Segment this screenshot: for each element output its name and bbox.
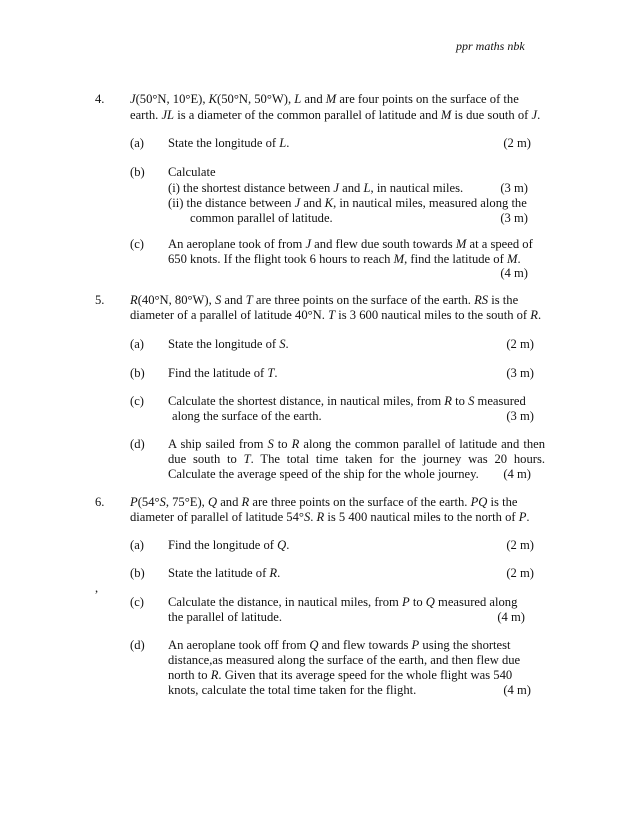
q6-part-c-label: (c) bbox=[130, 595, 144, 609]
q4-part-c-marks: (4 m) bbox=[500, 266, 528, 280]
q5-part-c-marks: (3 m) bbox=[506, 409, 534, 423]
q6-part-b-text: State the latitude of R. bbox=[168, 566, 281, 580]
q5-part-d-marks: (4 m) bbox=[503, 467, 531, 481]
q6-part-c-line-2: the parallel of latitude. bbox=[168, 610, 282, 624]
q6-part-d-line-3: north to R. Given that its average speed for the whole flight was 540 bbox=[168, 668, 513, 682]
q5-part-c-line-2: along the surface of the earth. bbox=[172, 409, 322, 423]
q4-part-b-ii-cont: common parallel of latitude. bbox=[190, 211, 333, 225]
question-6-number: 6. bbox=[95, 495, 105, 509]
q6-part-d-line-4: knots, calculate the total time taken for the flight. bbox=[168, 683, 417, 697]
q6-part-a-text: Find the longitude of Q. bbox=[168, 538, 290, 552]
q4-part-c-line-1: An aeroplane took of from J and flew due south towards M at a speed of bbox=[168, 237, 533, 251]
q5-part-a-text: State the longitude of S. bbox=[168, 337, 289, 351]
question-4-number: 4. bbox=[95, 92, 105, 106]
q6-part-d-marks: (4 m) bbox=[503, 683, 531, 697]
q5-part-b-text: Find the latitude of T. bbox=[168, 366, 278, 380]
q4-part-a-label: (a) bbox=[130, 136, 144, 150]
q4-part-b-label: (b) bbox=[130, 165, 145, 179]
q4-part-b-i-marks: (3 m) bbox=[500, 181, 528, 195]
question-4-stem-line-1: J(50°N, 10°E), K(50°N, 50°W), L and M are four points on the surface of the bbox=[130, 92, 519, 106]
q4-part-b-ii: (ii) the distance between J and K, in nautical miles, measured along the bbox=[168, 196, 527, 210]
q5-part-c-line-1: Calculate the shortest distance, in nautical miles, from R to S measured bbox=[168, 394, 526, 408]
stray-comma-mark: , bbox=[95, 581, 99, 595]
q6-part-a-marks: (2 m) bbox=[506, 538, 534, 552]
q5-part-d-line-2: due south to T. The total time taken for the journey was 20 hours. bbox=[168, 452, 545, 466]
q6-part-d-line-1: An aeroplane took off from Q and flew towards P using the shortest bbox=[168, 638, 511, 652]
q6-part-a-label: (a) bbox=[130, 538, 144, 552]
q4-part-a-marks: (2 m) bbox=[503, 136, 531, 150]
question-5-number: 5. bbox=[95, 293, 105, 307]
q5-part-d-line-1: A ship sailed from S to R along the common parallel of latitude and then bbox=[168, 437, 546, 451]
q5-part-b-label: (b) bbox=[130, 366, 145, 380]
q4-part-b-text: Calculate bbox=[168, 165, 216, 179]
q4-part-c-line-2: 650 knots. If the flight took 6 hours to reach M, find the latitude of M. bbox=[168, 252, 521, 266]
q4-part-b-ii-marks: (3 m) bbox=[500, 211, 528, 225]
question-6-stem-line-1: P(54°S, 75°E), Q and R are three points on the surface of the earth. PQ is the bbox=[130, 495, 518, 509]
question-5-stem-line-1: R(40°N, 80°W), S and T are three points on the surface of the earth. RS is the bbox=[130, 293, 519, 307]
q5-part-a-marks: (2 m) bbox=[506, 337, 534, 351]
q6-part-d-line-2: distance,as measured along the surface of the earth, and then flew due bbox=[168, 653, 521, 667]
question-4-stem-line-2: earth. JL is a diameter of the common parallel of latitude and M is due south of J. bbox=[130, 108, 541, 122]
q5-part-d-label: (d) bbox=[130, 437, 145, 451]
q6-part-c-line-1: Calculate the distance, in nautical miles, from P to Q measured along bbox=[168, 595, 518, 609]
q5-part-d-line-3: Calculate the average speed of the ship for the whole journey. bbox=[168, 467, 479, 481]
q5-part-c-label: (c) bbox=[130, 394, 144, 408]
q4-part-c-label: (c) bbox=[130, 237, 144, 251]
q6-part-b-marks: (2 m) bbox=[506, 566, 534, 580]
page-header: ppr maths nbk bbox=[456, 39, 525, 53]
q5-part-a-label: (a) bbox=[130, 337, 144, 351]
q6-part-b-label: (b) bbox=[130, 566, 145, 580]
q6-part-d-label: (d) bbox=[130, 638, 145, 652]
question-5-stem-line-2: diameter of a parallel of latitude 40°N. T is 3 600 nautical miles to the south of R. bbox=[130, 308, 542, 322]
q4-part-a-text: State the longitude of L. bbox=[168, 136, 290, 150]
q4-part-b-i: (i) the shortest distance between J and L, in nautical miles. bbox=[168, 181, 464, 195]
q5-part-b-marks: (3 m) bbox=[506, 366, 534, 380]
q6-part-c-marks: (4 m) bbox=[497, 610, 525, 624]
question-6-stem-line-2: diameter of parallel of latitude 54°S. R is 5 400 nautical miles to the north of P. bbox=[130, 510, 530, 524]
